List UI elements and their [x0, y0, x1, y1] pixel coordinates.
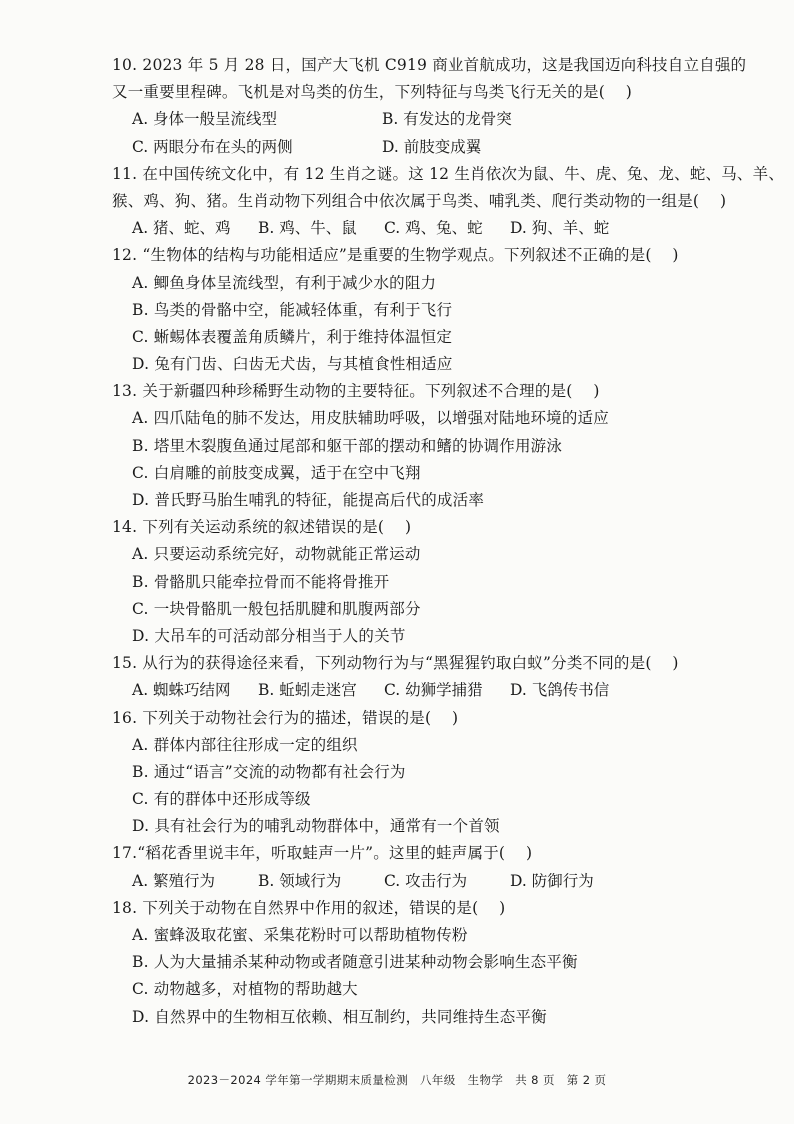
question-stem: 14. 下列有关运动系统的叙述错误的是( ): [112, 518, 412, 537]
option-a: A. 四爪陆龟的肺不发达，用皮肤辅助呼吸，以增强对陆地环境的适应: [132, 409, 609, 428]
option-row: [112, 134, 712, 161]
option-b: B. 骨骼肌只能牵拉骨而不能将骨推开: [132, 572, 390, 591]
option-a: A. 蜜蜂汲取花蜜、采集花粉时可以帮助植物传粉: [132, 926, 468, 944]
question-11: [112, 161, 785, 243]
question-stem: 13. 关于新疆四种珍稀野生动物的主要特征。下列叙述不合理的是( ): [112, 382, 600, 401]
question-18: [112, 895, 712, 1031]
question-14: [112, 514, 712, 650]
option-a: A. 蜘蛛巧结网: [132, 681, 231, 700]
question-12: [112, 242, 712, 378]
option-d: D. 防御行为: [510, 871, 594, 890]
option-d: D. 兔有门齿、臼齿无犬齿，与其植食性相适应: [132, 355, 453, 374]
question-17: [112, 840, 712, 894]
option-b: B. 鸟类的骨骼中空，能减轻体重，有利于飞行: [132, 300, 453, 319]
option-b: B. 鸡、牛、鼠: [258, 219, 357, 238]
option-b: B. 人为大量捕杀某种动物或者随意引进某种动物会影响生态平衡: [132, 953, 578, 972]
option-d: D. 大吊车的可活动部分相当于人的关节: [132, 626, 406, 645]
option-c: C. 鸡、兔、蛇: [384, 219, 483, 238]
option-d: D. 自然界中的生物相互依赖、相互制约，共同维持生态平衡: [132, 1007, 547, 1026]
option-c: C. 有的群体中还形成等级: [132, 790, 311, 809]
option-c: C. 两眼分布在头的两侧: [132, 137, 293, 156]
option-c: C. 白肩雕的前肢变成翼，适于在空中飞翔: [132, 463, 421, 482]
option-c: C. 动物越多，对植物的帮助越大: [132, 980, 358, 999]
option-d: D. 具有社会行为的哺乳动物群体中，通常有一个首领: [132, 817, 500, 836]
option-a: A. 猪、蛇、鸡: [132, 219, 231, 238]
question-stem: 猴、鸡、狗、猪。生肖动物下列组合中依次属于鸟类、哺乳类、爬行类动物的一组是( ): [112, 191, 727, 210]
option-a: A. 群体内部往往形成一定的组织: [132, 735, 358, 754]
option-row: [112, 677, 712, 704]
question-stem: 15. 从行为的获得途径来看，下列动物行为与“黑猩猩钓取白蚁”分类不同的是( ): [112, 654, 679, 673]
question-stem: 18. 下列关于动物在自然界中作用的叙述，错误的是( ): [112, 898, 506, 917]
question-stem: 11. 在中国传统文化中，有 12 生肖之谜。这 12 生肖依次为鼠、牛、虎、兔、龙、蛇、马、羊、: [112, 164, 785, 183]
option-d: D. 飞鸽传书信: [510, 681, 610, 700]
question-10: [112, 52, 747, 161]
option-row: [112, 106, 712, 133]
question-13: [112, 378, 712, 514]
question-stem: 17.“稻花香里说丰年，听取蛙声一片”。这里的蛙声属于( ): [112, 844, 533, 863]
option-b: B. 领域行为: [258, 871, 342, 890]
option-b: B. 蚯蚓走迷宫: [258, 681, 357, 700]
option-a: A. 只要运动系统完好，动物就能正常运动: [132, 545, 421, 564]
question-15: [112, 650, 712, 704]
question-stem: 12. “生物体的结构与功能相适应”是重要的生物学观点。下列叙述不正确的是( ): [112, 246, 679, 265]
question-stem: 又一重要里程碑。飞机是对鸟类的仿生，下列特征与鸟类飞行无关的是( ): [112, 83, 633, 102]
option-b: B. 通过“语言”交流的动物都有社会行为: [132, 762, 406, 781]
option-b: B. 有发达的龙骨突: [382, 110, 512, 129]
page-footer: 2023－2024 学年第一学期期末质量检测 八年级 生物学 共 8 页 第 2 页: [187, 1073, 607, 1087]
question-stem: 10. 2023 年 5 月 28 日，国产大飞机 C919 商业首航成功，这是我国迈向科技自立自强的: [112, 56, 747, 74]
option-c: C. 蜥蜴体表覆盖角质鳞片，利于维持体温恒定: [132, 327, 453, 346]
option-c: C. 攻击行为: [384, 871, 468, 890]
option-row: [112, 868, 712, 895]
option-d: D. 普氏野马胎生哺乳的特征，能提高后代的成活率: [132, 491, 485, 509]
question-list: [112, 52, 785, 1031]
question-stem: 16. 下列关于动物社会行为的描述，错误的是( ): [112, 708, 459, 727]
option-a: A. 身体一般呈流线型: [132, 110, 278, 129]
option-a: A. 鲫鱼身体呈流线型，有利于减少水的阻力: [132, 273, 437, 292]
option-row: [112, 215, 712, 242]
option-d: D. 前肢变成翼: [382, 137, 482, 156]
option-c: C. 幼狮学捕猎: [384, 681, 483, 700]
option-a: A. 繁殖行为: [132, 871, 216, 890]
question-16: [112, 705, 712, 841]
option-d: D. 狗、羊、蛇: [510, 219, 610, 238]
option-c: C. 一块骨骼肌一般包括肌腱和肌腹两部分: [132, 599, 421, 618]
option-b: B. 塔里木裂腹鱼通过尾部和躯干部的摆动和鳍的协调作用游泳: [132, 436, 563, 455]
